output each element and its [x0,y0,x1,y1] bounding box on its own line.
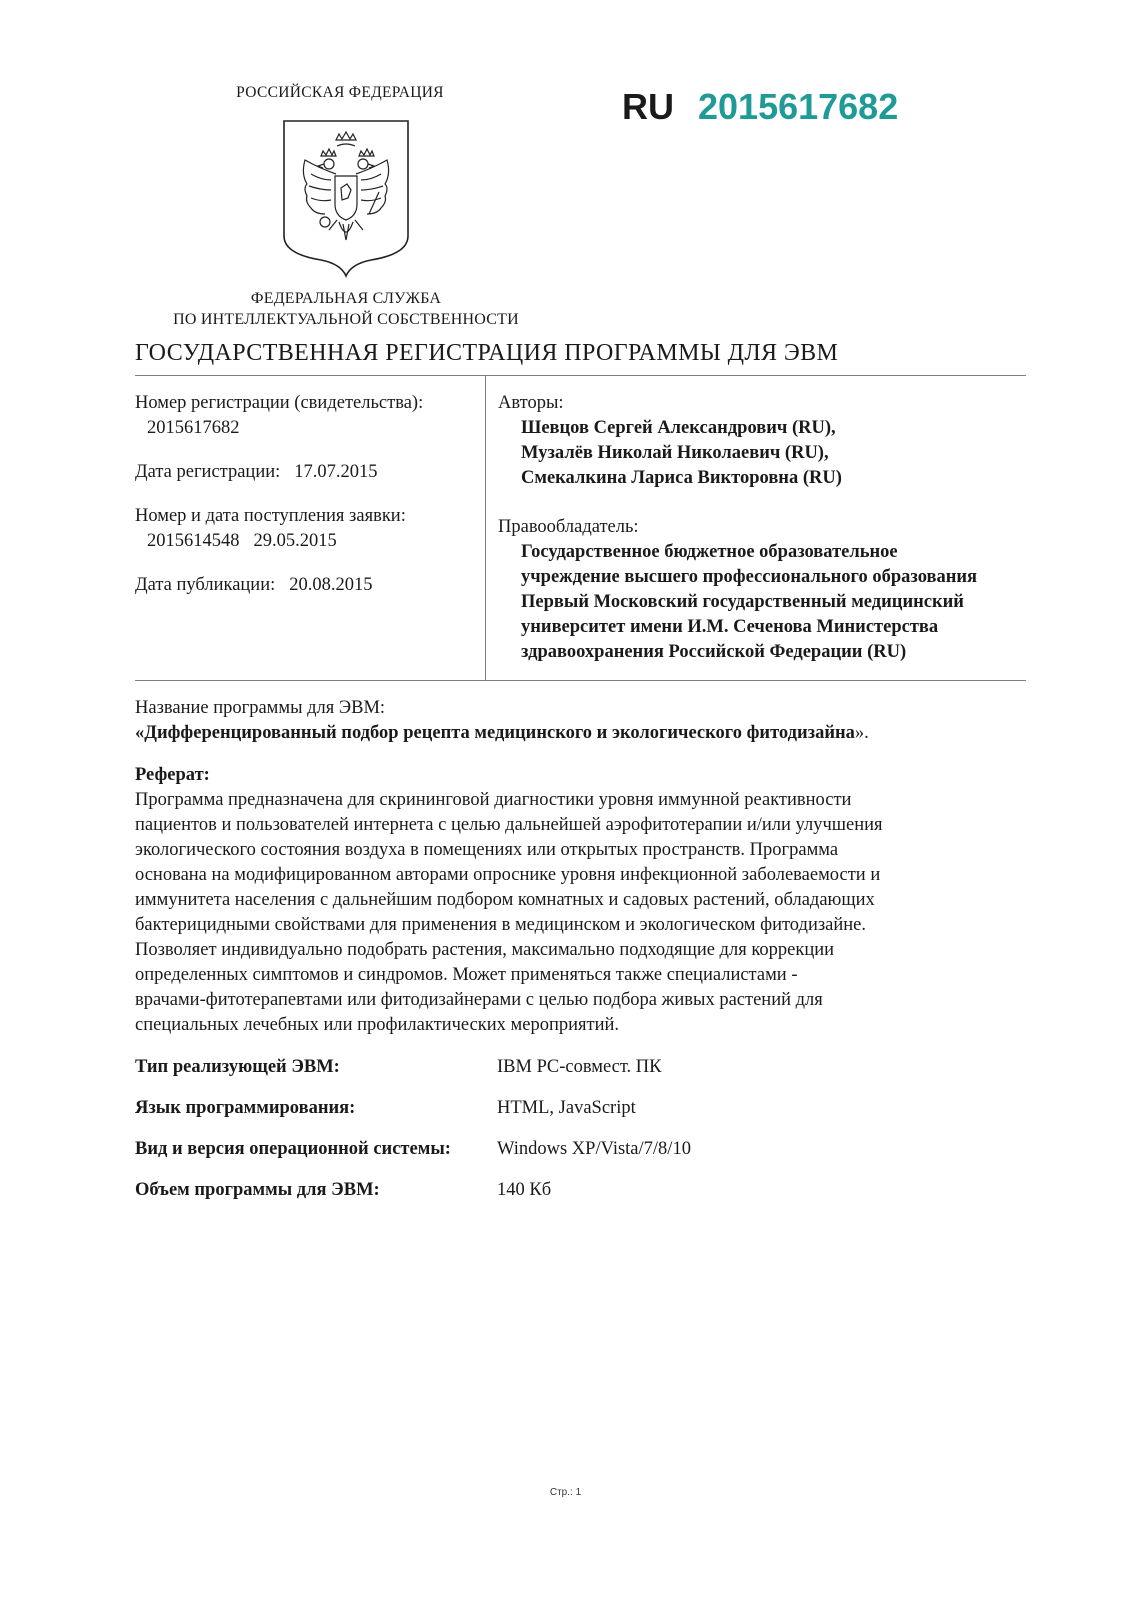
program-name-value: «Дифференцированный подбор рецепта медицинского и экологического фитодизайна [135,723,855,743]
abstract-line: иммунитета населения с дальнейшим подбором комнатных и садовых растений, обладающих [135,890,875,910]
divider-vertical [485,376,486,680]
abstract-line: определенных симптомов и синдромов. Может применяться также специалистами - [135,965,798,985]
spec-label: Объем программы для ЭВМ: [135,1180,380,1200]
holder-line: университет имени И.М. Сеченова Министерства [521,617,939,637]
holder-label: Правообладатель: [498,517,639,537]
abstract-line: врачами-фитотерапевтами или фитодизайнерами с целью подбора живых растений для [135,990,823,1010]
publication-date [135,573,480,598]
abstract-label: Реферат: [135,765,210,785]
ru-number: 2015617682 [698,86,899,127]
spec-label: Вид и версия операционной системы: [135,1139,451,1159]
spec-value: Windows XP/Vista/7/8/10 [497,1139,691,1159]
program-name-block [135,696,1035,746]
spec-value: HTML, JavaScript [497,1098,636,1118]
author-item: Музалёв Николай Николаевич (RU), [521,443,829,463]
registration-date-value: 17.07.2015 [294,462,378,482]
document-number [622,86,898,128]
service-line-2: ПО ИНТЕЛЛЕКТУАЛЬНОЙ СОБСТВЕННОСТИ [173,311,519,328]
spec-value: IBM PC-совмест. ПК [497,1057,662,1077]
ru-prefix: RU [622,86,674,127]
spec-row-language [135,1096,1025,1137]
spec-row-os [135,1137,1025,1178]
holder-line: Первый Московский государственный медицинский [521,592,964,612]
page-label: Стр.: [549,1487,573,1498]
application-date: 29.05.2015 [253,531,337,551]
spec-label: Тип реализующей ЭВМ: [135,1057,340,1077]
application-label: Номер и дата поступления заявки: [135,506,406,526]
spec-row-size [135,1178,1025,1219]
abstract-line: бактерицидными свойствами для применения в медицинском и экологическом фитодизайне. [135,915,866,935]
divider-middle [135,680,1026,681]
publication-date-label: Дата публикации: [135,575,276,595]
page-number: 1 [575,1487,582,1498]
program-name-label: Название программы для ЭВМ: [135,698,386,718]
service-line-1: ФЕДЕРАЛЬНАЯ СЛУЖБА [250,290,442,307]
federal-service-name [130,288,562,330]
holder-line: здравоохранения Российской Федерации (RU) [521,642,907,662]
double-headed-eagle-emblem-icon [281,118,411,278]
abstract-line: экологического состояния воздуха в помещениях или открытых пространств. Программа [135,840,839,860]
document-title: ГОСУДАРСТВЕННАЯ РЕГИСТРАЦИЯ ПРОГРАММЫ ДЛЯ ЭВМ [135,340,839,366]
author-item: Смекалкина Лариса Викторовна (RU) [521,468,842,488]
holder-block [498,515,1018,665]
registration-date [135,460,480,485]
spec-value: 140 Кб [497,1180,552,1200]
application-value [135,529,480,554]
program-name [135,721,1035,746]
registration-date-label: Дата регистрации: [135,462,281,482]
publication-date-value: 20.08.2015 [289,575,373,595]
spec-label: Язык программирования: [135,1098,356,1118]
divider-top [135,375,1026,376]
registration-number-value: 2015617682 [147,418,240,438]
abstract-line: основана на модифицированном авторами опроснике уровня инфекционной заболеваемости и [135,865,881,885]
country-name: РОССИЙСКАЯ ФЕДЕРАЦИЯ [236,84,444,101]
application-number: 2015614548 [147,531,240,551]
abstract-line: пациентов и пользователей интернета с целью дальнейшей аэрофитотерапии и/или улучшения [135,815,883,835]
holder-line: Государственное бюджетное образовательное [521,542,898,562]
abstract-block [135,763,1030,1038]
holder-line: учреждение высшего профессионального образования [521,567,978,587]
abstract-line: Программа предназначена для скрининговой диагностики уровня иммунной реактивности [135,790,852,810]
authors-label: Авторы: [498,393,564,413]
abstract-text [135,788,1030,1038]
spec-row-computer-type [135,1055,1025,1096]
abstract-line: Позволяет индивидуально подобрать растения, максимально подходящие для коррекции [135,940,835,960]
registration-number-label: Номер регистрации (свидетельства): [135,393,424,413]
abstract-line: специальных лечебных или профилактических мероприятий. [135,1015,620,1035]
program-name-suffix: ». [854,723,869,743]
registration-info [135,391,480,598]
specs-table [135,1055,1025,1219]
authors-and-holder [498,391,1018,665]
page-footer [0,1487,1131,1498]
author-item: Шевцов Сергей Александрович (RU), [521,418,836,438]
